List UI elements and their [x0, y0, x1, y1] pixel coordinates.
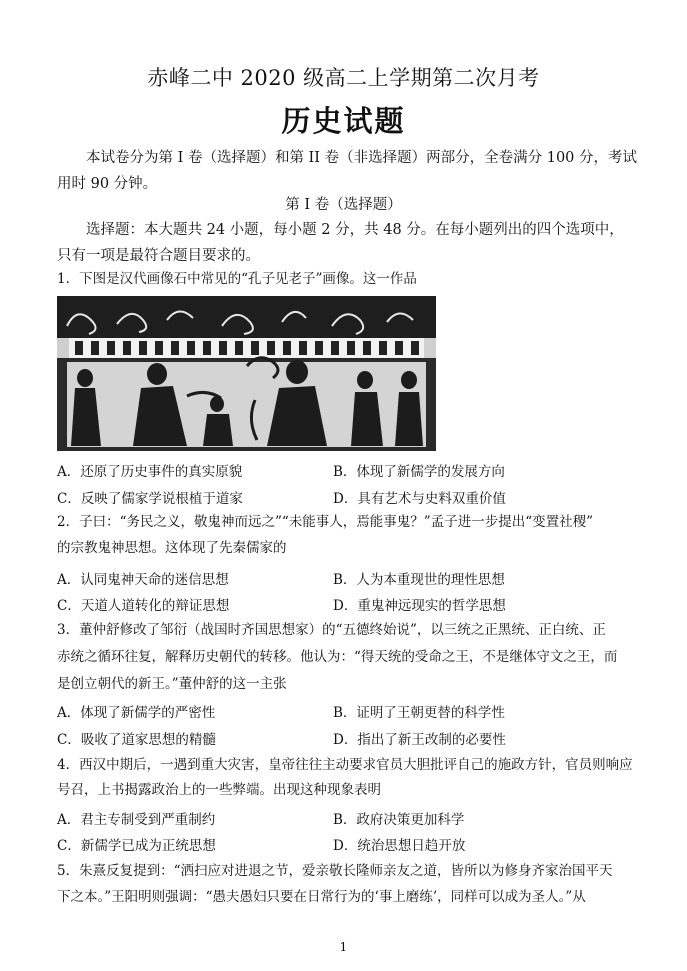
question-5-stem-line-2: 下之本。”王阳明则强调：“愚夫愚妇只要在日常行为的‘事上磨练’，同样可以成为圣人。”从 [57, 889, 586, 905]
section-instructions: 选择题：本大题共 24 小题，每小题 2 分，共 48 分。在每小题列出的四个选项中，只有一项是最符合题目要求的。 [57, 222, 624, 264]
page-number: 1 [339, 940, 348, 954]
q4-option-a: A．君主专制受到严重制约 [57, 812, 216, 828]
question-2-stem-line-2: 的宗教鬼神思想。这体现了先秦儒家的 [57, 540, 287, 556]
q4-option-d: D．统治思想日趋开放 [333, 838, 466, 854]
q2-option-b: B．人为本重现世的理性思想 [333, 572, 505, 588]
subject-title: 历史试题 [281, 104, 406, 138]
q2-option-c: C．天道人道转化的辩证思想 [57, 598, 230, 614]
question-2-stem-line-1: 2．子曰：“务民之义，敬鬼神而远之”“未能事人，焉能事鬼？”孟子进一步提出“变置社稷” [57, 514, 593, 530]
q1-option-b: B．体现了新儒学的发展方向 [333, 464, 505, 480]
question-4-stem-line-1: 4．西汉中期后，一遇到重大灾害，皇帝往往主动要求官员大胆批评自己的施政方针，官员则响应 [57, 757, 633, 773]
q2-option-d: D．重鬼神远现实的哲学思想 [333, 598, 506, 614]
q1-option-d: D．具有艺术与史料双重价值 [333, 491, 506, 507]
question-3-stem-line-3: 是创立朝代的新王。”董仲舒的这一主张 [57, 676, 287, 692]
question-3-stem-line-2: 赤统之循环往复，解释历史朝代的转移。他认为：“得天统的受命之王，不是继体守文之王，而 [57, 649, 618, 665]
question-4-stem-line-2: 号召，上书揭露政治上的一些弊端。出现这种现象表明 [57, 782, 381, 798]
question-1-stem: 1．下图是汉代画像石中常见的“孔子见老子”画像。这一作品 [57, 271, 417, 287]
q1-option-c: C．反映了儒家学说根植于道家 [57, 491, 243, 507]
q3-option-b: B．证明了王朝更替的科学性 [333, 705, 505, 721]
question-5-stem-line-1: 5．朱熹反复提到：“洒扫应对进退之节，爱亲敬长隆师亲友之道，皆所以为修身齐家治国平天 [57, 863, 613, 879]
q4-option-c: C．新儒学已成为正统思想 [57, 838, 216, 854]
q1-option-a: A．还原了历史事件的真实原貌 [57, 464, 243, 480]
q3-option-a: A．体现了新儒学的严密性 [57, 705, 216, 721]
q3-option-c: C．吸收了道家思想的精髓 [57, 732, 216, 748]
q3-option-d: D．指出了新王改制的必要性 [333, 732, 506, 748]
exam-title: 赤峰二中 2020 级高二上学期第二次月考 [147, 66, 540, 90]
q4-option-b: B．政府决策更加科学 [333, 812, 465, 828]
stone-relief-image [57, 296, 436, 451]
intro-paragraph: 本试卷分为第 I 卷（选择题）和第 II 卷（非选择题）两部分，全卷满分 100 分，考试用时 90 分钟。 [57, 150, 638, 192]
section-title: 第 I 卷（选择题） [285, 197, 402, 213]
question-3-stem-line-1: 3．董仲舒修改了邹衍（战国时齐国思想家）的“五德终始说”，以三统之正黑统、正白统、正 [57, 622, 606, 638]
q2-option-a: A．认同鬼神天命的迷信思想 [57, 572, 229, 588]
